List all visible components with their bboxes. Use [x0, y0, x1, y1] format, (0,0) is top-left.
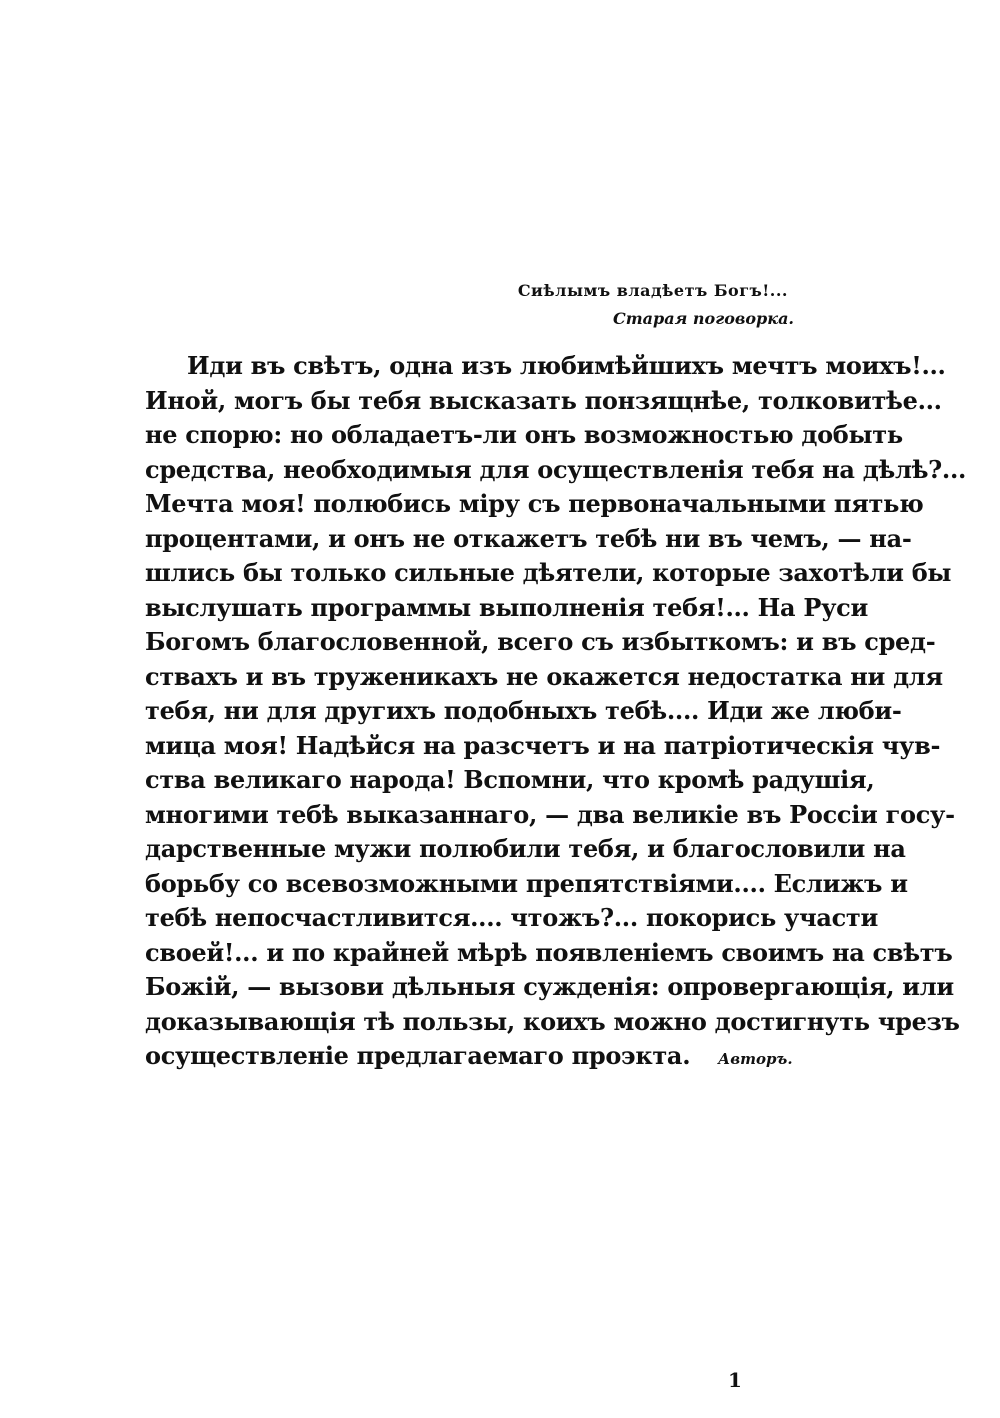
- body-paragraph: [145, 349, 967, 1074]
- text-line: тебѣ непосчастливится.... чтожъ?... покорись участи: [145, 903, 878, 932]
- epigraph-source: Старая поговорка.: [613, 309, 794, 328]
- epigraph-quote: Сиѣлымъ владѣетъ Богъ!...: [517, 281, 788, 300]
- text-line: выслушать программы выполненія тебя!... На Руси: [145, 592, 868, 622]
- page-number: 1: [728, 1368, 742, 1392]
- text-line: процентами, и онъ не откажетъ тебѣ ни въ чемъ, — на-: [145, 523, 912, 553]
- text-line: доказывающія тѣ пользы, коихъ можно достигнуть чрезъ: [145, 1006, 960, 1036]
- epigraph: [517, 277, 794, 333]
- text-line: средства, необходимыя для осуществленія тебя на дѣлѣ?...: [145, 454, 967, 484]
- text-line: многими тебѣ выказаннаго, — два великіе въ Россіи госу-: [145, 799, 955, 829]
- text-line: тебя, ни для другихъ подобныхъ тебѣ.... Иди же люби-: [145, 696, 902, 725]
- text-line: Иди въ свѣтъ, одна изъ любимѣйшихъ мечтъ моихъ!...: [187, 351, 946, 380]
- text-line: Иной, могъ бы тебя высказать понзящнѣе, толковитѣе...: [145, 385, 942, 415]
- text-line: не спорю: но обладаетъ-ли онъ возможностью добыть: [145, 420, 903, 449]
- text-line: борьбу со всевозможными препятствіями.... Еслижъ и: [145, 868, 908, 898]
- author-signature: Авторъ.: [718, 1050, 793, 1068]
- text-line: Божій, — вызови дѣльныя сужденія: опровергающія, или: [145, 972, 954, 1001]
- text-line: ства великаго народа! Вспомни, что кромѣ радушія,: [145, 765, 875, 794]
- text-line: мица моя! Надѣйся на разсчетъ и на патріотическія чув-: [145, 730, 941, 760]
- text-line: Богомъ благословенной, всего съ избыткомъ: и въ сред-: [145, 627, 936, 656]
- text-line: своей!... и по крайней мѣрѣ появленіемъ своимъ на свѣтъ: [145, 937, 953, 967]
- text-line: шлись бы только сильные дѣятели, которые захотѣли бы: [145, 558, 952, 587]
- text-line: ствахъ и въ труженикахъ не окажется недостатка ни для: [145, 661, 943, 691]
- text-line: Мечта моя! полюбись міру съ первоначальными пятью: [145, 489, 924, 518]
- text-line: дарственные мужи полюбили тебя, и благословили на: [145, 834, 906, 863]
- text-line: осуществленіе предлагаемаго проэкта.: [145, 1041, 691, 1070]
